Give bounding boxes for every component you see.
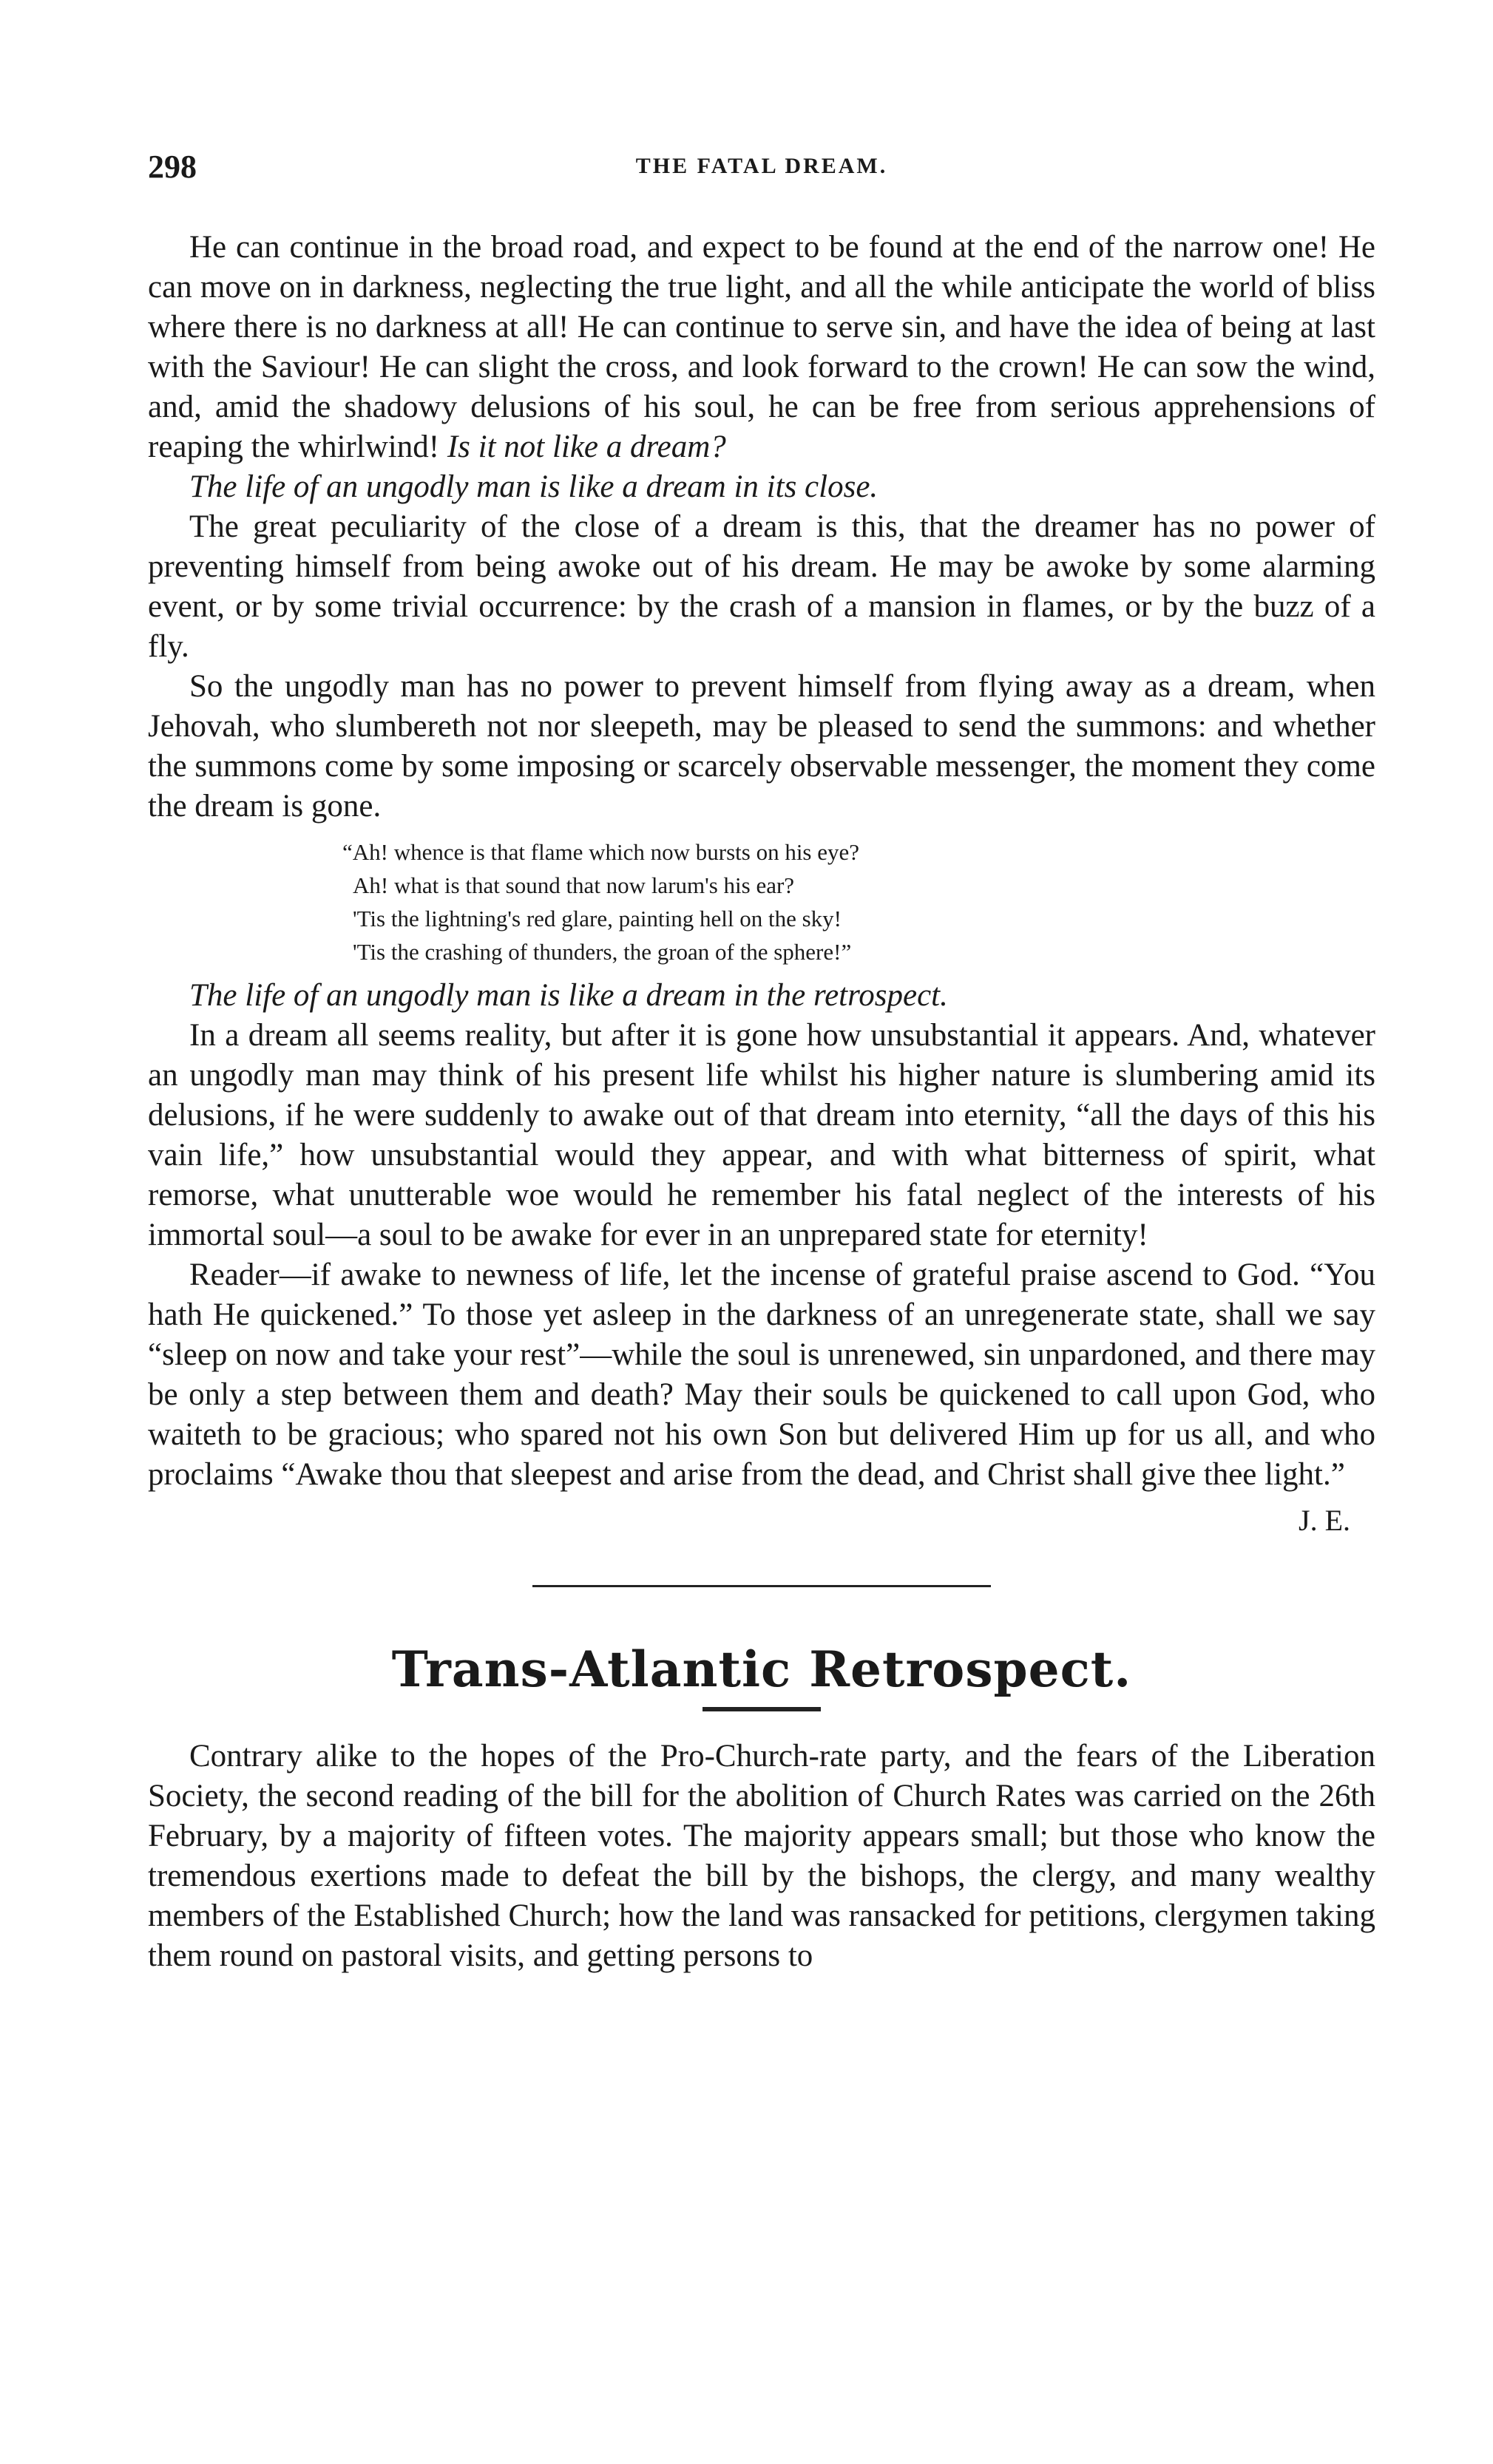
verse-line: 'Tis the crashing of thunders, the groan of the sphere!” bbox=[353, 939, 852, 965]
paragraph-1-text: He can continue in the broad road, and expect to be found at the end of the narrow one! He can move on in darkness, neglecting the true light, and all the while anticipate the world of bliss where there is no darkness at all! He can continue to serve sin, and have the idea of being at last with the Saviour! He can slight the cross, and look forward to the crown! He can sow the wind, and, amid the shadowy delusions of his soul, he can be free from serious apprehensions of reaping the whirlwind! bbox=[148, 230, 1375, 464]
paragraph-1 bbox=[148, 228, 1375, 467]
book-page bbox=[148, 148, 1375, 1976]
paragraph-4: In a dream all seems reality, but after it is gone how unsubstantial it appears. And, whatever an ungodly man may think of his present life whilst his higher nature is slumbering amid its delusions, if he were suddenly to awake out of that dream into eternity, “all the days of this his vain life,” how unsubstantial would they appear, and with what bitterness of spirit, what remorse, what unutterable woe would he remember his fatal neglect of the interests of his immortal soul—a soul to be awake for ever in an unprepared state for eternity! bbox=[148, 1018, 1375, 1252]
page-number: 298 bbox=[148, 149, 197, 185]
verse-quote bbox=[148, 835, 1375, 968]
running-title: THE FATAL DREAM. bbox=[635, 154, 888, 178]
verse-line: “Ah! whence is that flame which now bursts on his eye? bbox=[342, 839, 860, 865]
section-divider bbox=[532, 1585, 991, 1587]
subheading-retrospect: The life of an ungodly man is like a dream in the retrospect. bbox=[189, 978, 948, 1013]
verse-line: 'Tis the lightning's red glare, painting hell on the sky! bbox=[353, 906, 842, 931]
title-underline bbox=[703, 1707, 821, 1711]
subheading-close: The life of an ungodly man is like a dream in its close. bbox=[189, 469, 878, 504]
section-paragraph-1: Contrary alike to the hopes of the Pro-Church-rate party, and the fears of the Liberation Society, the second reading of the bill for the abolition of Church Rates was carried on the 26th February, by a majority of fifteen votes. The majority appears small; but those who know the tremendous exertions made to defeat the bill by the bishops, the clergy, and many wealthy members of the Established Church; how the land was ransacked for petitions, clergymen taking them round on pastoral visits, and getting persons to bbox=[148, 1739, 1375, 1973]
paragraph-1-italic: Is it not like a dream? bbox=[447, 430, 726, 464]
verse-line: Ah! what is that sound that now larum's his ear? bbox=[353, 872, 795, 898]
paragraph-3: So the ungodly man has no power to prevent himself from flying away as a dream, when Jehovah, who slumbereth not nor sleepeth, may be pleased to send the summons: and whether the summons come by some imposing or scarcely observable messenger, the moment they come the dream is gone. bbox=[148, 669, 1375, 824]
running-head bbox=[148, 148, 1375, 195]
section-title: Trans-Atlantic Retrospect. bbox=[391, 1640, 1132, 1698]
author-signature: J. E. bbox=[1299, 1504, 1350, 1537]
paragraph-5: Reader—if awake to newness of life, let the incense of grateful praise ascend to God. “You hath He quickened.” To those yet asleep in the darkness of an unregenerate state, shall we say “sleep on now and take your rest”—while the soul is unrenewed, sin unpardoned, and there may be only a step between them and death? May their souls be quickened to call upon God, who waiteth to be gracious; who spared not his own Son but delivered Him up for us all, and who proclaims “Awake thou that sleepest and arise from the dead, and Christ shall give thee light.” bbox=[148, 1258, 1375, 1492]
paragraph-2: The great peculiarity of the close of a dream is this, that the dreamer has no power of preventing himself from being awoke out of his dream. He may be awoke by some alarming event, or by some trivial occurrence: by the crash of a mansion in flames, or by the buzz of a fly. bbox=[148, 509, 1375, 664]
